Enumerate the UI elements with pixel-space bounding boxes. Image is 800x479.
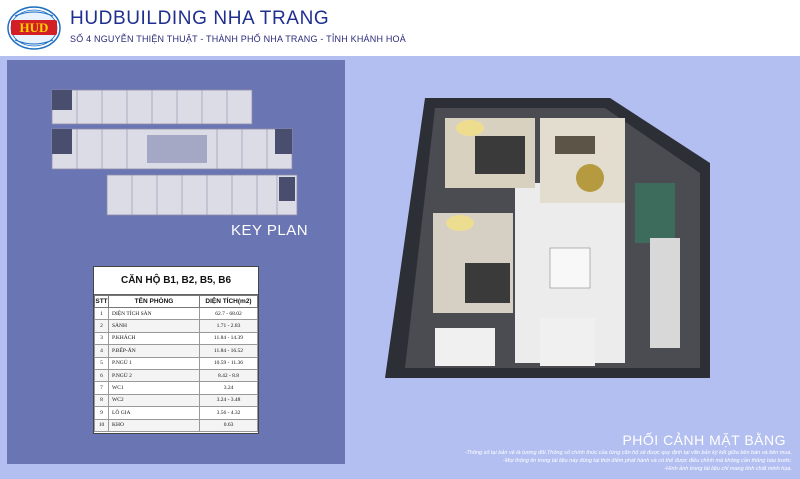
row-stt: 3 (95, 332, 109, 344)
table-row (95, 419, 258, 431)
table-row (95, 345, 258, 357)
row-area: 3.24 (200, 382, 258, 394)
area-table (93, 266, 259, 434)
floorplan-3d-render (365, 88, 725, 388)
row-area: 11.84 - 16.52 (200, 345, 258, 357)
kitchen-counter (650, 238, 680, 348)
row-area: 62.7 - 68.02 (200, 308, 258, 320)
row-room: P.BẾP-ĂN (109, 345, 200, 357)
table-row (95, 382, 258, 394)
bed-1 (475, 136, 525, 174)
row-room: P.KHÁCH (109, 332, 200, 344)
header (0, 0, 800, 56)
left-panel (7, 60, 345, 464)
light-1 (456, 120, 484, 136)
row-area: 10.59 - 11.36 (200, 357, 258, 369)
keyplan-drawing (47, 85, 307, 220)
logo-text: HUD (19, 20, 49, 35)
dining-table (550, 248, 590, 288)
row-stt: 10 (95, 419, 109, 431)
row-area: 11.84 - 14.39 (200, 332, 258, 344)
row-room: SẢNH (109, 320, 200, 332)
note-2: -Mọi thông tin trong tài liệu này đúng tại thời điểm phát hành và có thể được điều chỉnh mà không cần thông báo trước. (502, 458, 792, 464)
table-row (95, 332, 258, 344)
bed-2 (465, 263, 510, 303)
caption: PHỐI CẢNH MẶT BẰNG (622, 432, 786, 448)
row-area: 1.71 - 2.83 (200, 320, 258, 332)
row-room: P.NGỦ 1 (109, 357, 200, 369)
table-row (95, 308, 258, 320)
table-row (95, 369, 258, 381)
row-room: P.NGỦ 2 (109, 369, 200, 381)
col-stt: STT (95, 296, 109, 308)
sofa (555, 136, 595, 154)
rug (576, 164, 604, 192)
col-room: TÊN PHÒNG (109, 296, 200, 308)
row-stt: 6 (95, 369, 109, 381)
row-area: 3.24 - 3.48 (200, 394, 258, 406)
table-row (95, 407, 258, 419)
row-room: WC1 (109, 382, 200, 394)
row-stt: 4 (95, 345, 109, 357)
row-room: WC2 (109, 394, 200, 406)
row-area: 8.42 - 8.8 (200, 369, 258, 381)
row-stt: 7 (95, 382, 109, 394)
light-2 (446, 215, 474, 231)
table-row (95, 320, 258, 332)
row-stt: 2 (95, 320, 109, 332)
row-stt: 8 (95, 394, 109, 406)
loggia (635, 183, 675, 243)
note-3: -Hình ảnh trong tài liệu chỉ mang tính chất minh họa. (664, 466, 792, 472)
wc-1 (435, 328, 495, 366)
row-area: 0.63 (200, 419, 258, 431)
row-room: KHO (109, 419, 200, 431)
row-stt: 9 (95, 407, 109, 419)
col-area: DIỆN TÍCH(m2) (200, 296, 258, 308)
keyplan-label: KEY PLAN (231, 222, 309, 239)
table-row (95, 394, 258, 406)
row-room: DIỆN TÍCH SÀN (109, 308, 200, 320)
brand-address: SỐ 4 NGUYỄN THIỆN THUẬT - THÀNH PHỐ NHA TRANG - TỈNH KHÁNH HOÀ (70, 34, 406, 44)
row-area: 3.56 - 4.32 (200, 407, 258, 419)
row-stt: 5 (95, 357, 109, 369)
living-room (540, 118, 625, 203)
area-table-title: CĂN HỘ B1, B2, B5, B6 (94, 267, 258, 295)
brand-title: HUDBUILDING NHA TRANG (70, 8, 330, 29)
hud-logo (7, 6, 61, 50)
row-room: LÔ GIA (109, 407, 200, 419)
note-1: -Thông số tại bản vẽ là tương đối.Thông số chính thức của từng căn hộ sẽ được quy định tại văn bản ký kết giữa bên bán và bên mua. (464, 450, 792, 456)
row-stt: 1 (95, 308, 109, 320)
wc-2 (540, 318, 595, 366)
table-row (95, 357, 258, 369)
